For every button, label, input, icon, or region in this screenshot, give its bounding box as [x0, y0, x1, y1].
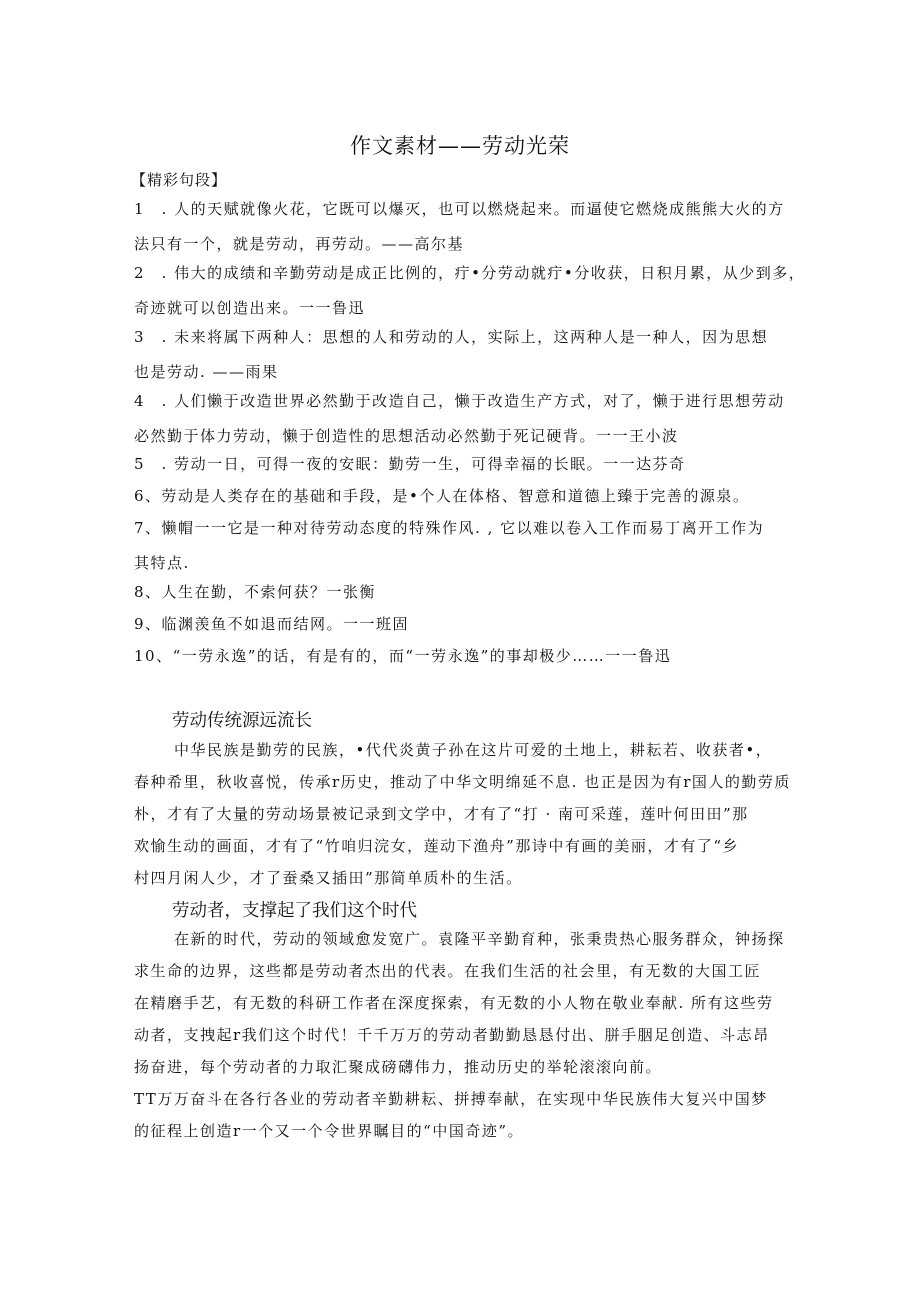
- section-label: 【精彩句段】: [131, 171, 228, 189]
- quote-item-6: [134, 479, 794, 514]
- quote-line: 9、临渊羡鱼不如退而结网。一一班固: [134, 615, 410, 633]
- paragraph-line: 中华民族是勤劳的民族，•代代炎黄子孙在这片可爱的土地上，耕耘若、收获者•，: [174, 741, 773, 759]
- paragraph-line: 动者，支拽起r我们这个时代！千千万万的劳动者勤勤恳恳付出、胼手胭足创造、斗志昂: [134, 1026, 770, 1044]
- paragraph-line: 在新的时代，劳动的领域愈发宽广。袁隆平辛勤育种，张秉贵热心服务群众，钟扬探: [174, 930, 785, 948]
- paragraph-line: 的征程上创造r一个又一个令世界瞩目的“中国奇迹”。: [134, 1122, 525, 1140]
- quote-item-3: [134, 320, 794, 390]
- quote-line: 7、懒帽一一它是一种对待劳动态度的特殊作风. , 它以难以卷入工作而易丁离开工作为: [134, 519, 765, 537]
- paragraph-line: 求生命的边界，这些都是劳动者杰出的代表。在我们生活的社会里，有无数的大国工匠: [134, 962, 762, 980]
- quote-item-10: [134, 639, 794, 674]
- paragraph-line: 扬奋进，每个劳动者的力取汇聚成磅礴伟力，推动历史的举轮滚滚向前。: [134, 1058, 663, 1076]
- section-heading-workers: 劳动者，支撑起了我们这个时代: [172, 901, 417, 921]
- quote-item-9: [134, 607, 794, 642]
- paragraph-tradition: [134, 734, 794, 894]
- paragraph-line: 朴，才有了大量的劳动场景被记录到文学中，才有了“打 · 南可采莲，莲叶何田田”那: [134, 805, 749, 823]
- quote-line: 必然勤于体力劳动，懒于创造性的思想活动必然勤于死记硬背。一一王小波: [134, 427, 679, 445]
- quote-line: 2 . 伟大的成绩和辛勤劳动是成正比例的，疔•分劳动就疔•分收获，日积月累，从少到多，: [134, 264, 806, 282]
- quote-line: 其特点.: [134, 554, 190, 572]
- quote-item-2: [134, 256, 806, 326]
- section-heading-tradition: 劳动传统源远流长: [172, 711, 312, 731]
- quote-line: 也是劳动. ——雨果: [134, 363, 279, 381]
- quote-item-5: [134, 447, 794, 482]
- paragraph-line: 欢愉生动的画面，才有了“竹咱归浣女，莲动下渔舟”那诗中有画的美丽，才有了“乡: [134, 837, 740, 855]
- quote-line: 4 . 人们懒于改造世界必然勤于改造自己，懒于改造生产方式，对了，懒于进行思想劳动: [134, 392, 785, 410]
- quote-item-1: [134, 192, 794, 262]
- quote-item-7: [134, 511, 794, 581]
- document-title: 作文素材——劳动光荣: [350, 134, 570, 158]
- paragraph-line: 村四月闲人少，才了蚕桑又插田”那简单质朴的生活。: [134, 869, 523, 887]
- quote-line: 3 . 未来将属下两种人：思想的人和劳动的人，实际上，这两种人是一种人，因为思想: [134, 328, 769, 346]
- quote-item-4: [134, 384, 794, 454]
- paragraph-line: TT万万奋斗在各行各业的劳动者辛勤耕耘、拼搏奉献，在实现中华民族伟大复兴中国梦: [134, 1090, 768, 1108]
- quote-line: 6、劳动是人类存在的基础和手段，是•个人在体格、智意和道德上臻于完善的源泉。: [134, 487, 750, 505]
- quote-line: 法只有一个，就是劳动，再劳动。——高尔基: [134, 235, 465, 253]
- paragraph-line: 在精磨手艺，有无数的科研工作者在深度探索，有无数的小人物在敬业奉献. 所有这些劳: [134, 994, 774, 1012]
- quote-item-8: [134, 575, 794, 610]
- paragraph-line: 春种希里，秋收喜悦，传承r历史，推动了中华文明绵延不息. 也正是因为有r国人的勤劳质: [134, 773, 791, 791]
- quote-line: 10、“一劳永逸”的话，有是有的，而“一劳永逸”的事却极少……一一鲁迅: [134, 647, 672, 665]
- paragraph-workers: [134, 923, 794, 1147]
- quote-line: 奇迹就可以创造出来。一一鲁迅: [134, 299, 366, 317]
- quote-line: 1 . 人的天赋就像火花，它既可以爆灭，也可以燃烧起来。而逼使它燃烧成熊熊大火的方: [134, 200, 785, 218]
- quote-line: 8、人生在勤，不索何获？一张衡: [134, 583, 377, 601]
- quote-line: 5 . 劳动一日，可得一夜的安眠：勤劳一生，可得幸福的长眠。一一达芬奇: [134, 455, 686, 473]
